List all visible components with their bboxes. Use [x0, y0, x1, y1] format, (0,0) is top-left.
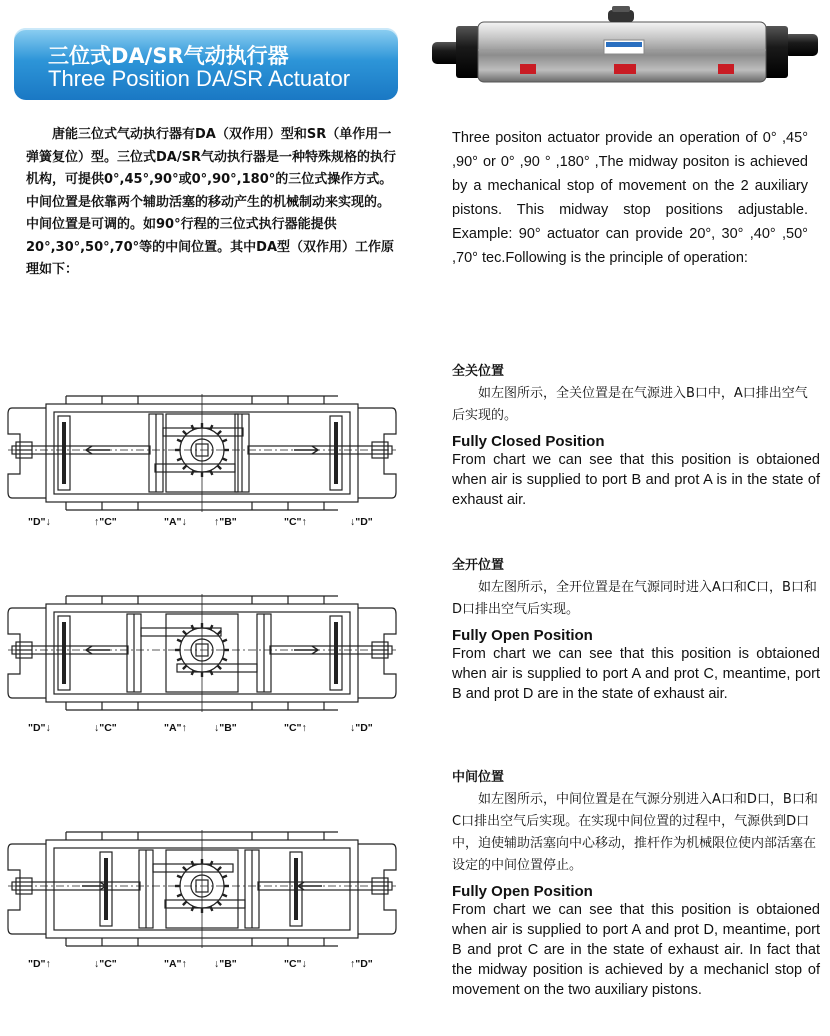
gear-tooth — [177, 658, 182, 660]
right-end-cap — [358, 844, 396, 934]
flow-arrow — [298, 882, 322, 890]
left-end-cap — [8, 408, 46, 498]
gear-tooth — [177, 640, 182, 642]
flow-arrow — [294, 646, 318, 654]
port-label: ↓"B" — [214, 722, 237, 734]
port-label: "D"↓ — [28, 722, 51, 734]
gear-tooth — [218, 867, 222, 871]
gear-tooth — [222, 458, 227, 460]
gear-tooth — [210, 470, 212, 475]
gear-tooth — [177, 458, 182, 460]
left-end-cap — [8, 608, 46, 698]
flow-arrow — [294, 446, 318, 454]
push-rod-left — [12, 446, 150, 454]
port-label: "A"↑ — [164, 722, 187, 734]
port-label: ↓"D" — [350, 516, 373, 528]
port-label: ↓"C" — [94, 958, 117, 970]
gear-tooth — [192, 425, 194, 430]
diagram-fully-closed — [6, 394, 398, 512]
gear-tooth — [218, 902, 222, 906]
gear-tooth — [183, 431, 187, 435]
section-body-en: From chart we can see that this position is obtaioned when air is supplied to port B and prot A is in the state of exhaust air. — [452, 452, 820, 508]
gear-tooth — [183, 666, 187, 670]
ports-row-2 — [6, 722, 398, 740]
gear-tooth — [222, 894, 227, 896]
port-label: "A"↑ — [164, 958, 187, 970]
diagram-fully-open — [6, 594, 398, 712]
section-body-cn: 如左图所示，全关位置是在气源进入B口中，A口排出空气后实现的。 — [452, 386, 808, 423]
flow-arrow — [82, 882, 106, 890]
port-label: "A"↓ — [164, 516, 187, 528]
gear-tooth — [222, 440, 227, 442]
gear-tooth — [192, 906, 194, 911]
gear-tooth — [177, 894, 182, 896]
section-body-en: From chart we can see that this position is obtaioned when air is supplied to port A and prot D, meantime, port B and prot C are in the state of exhaust air. In fact that the midway position is achieved by a mechanicl stop of movement on the two auxiliary pistons. — [452, 902, 820, 998]
right-end-cap — [358, 608, 396, 698]
gear-tooth — [210, 861, 212, 866]
gear-tooth — [192, 670, 194, 675]
port-label: "C"↑ — [284, 516, 307, 528]
right-end-cap — [358, 408, 396, 498]
gear-tooth — [210, 906, 212, 911]
rack-top — [163, 428, 243, 436]
port-label: "D"↑ — [28, 958, 51, 970]
aux-piston-seal — [62, 422, 66, 484]
section-body-cn: 如左图所示，全开位置是在气源同时进入A口和C口，B口和D口排出空气后实现。 — [452, 580, 817, 617]
flow-arrow — [86, 446, 110, 454]
section-fully-open — [452, 554, 820, 704]
gear-tooth — [177, 876, 182, 878]
section-title-en: Fully Open Position — [452, 883, 593, 900]
port-label: ↓"D" — [350, 722, 373, 734]
section-title-en: Fully Open Position — [452, 627, 593, 644]
ports-row-3 — [6, 958, 398, 976]
ports-row-1 — [6, 516, 398, 534]
port-label: "C"↓ — [284, 958, 307, 970]
port-label: ↓"C" — [94, 722, 117, 734]
title-en: Three Position DA/SR Actuator — [48, 66, 351, 91]
aux-piston-seal — [104, 858, 108, 920]
aux-piston-seal — [62, 622, 66, 684]
port-label: ↑"C" — [94, 516, 117, 528]
section-fully-closed — [452, 360, 820, 510]
section-body-cn: 如左图所示，中间位置是在气源分别进入A口和D口，B口和C口排出空气后实现。在实现中间位置的过程中，气源供到D口中，迫使辅助活塞向中心移动，推杆作为机械限位使内部活塞在设定的中间位置停止。 — [452, 792, 818, 873]
port-label: "C"↑ — [284, 722, 307, 734]
gear-tooth — [210, 425, 212, 430]
gear-tooth — [210, 670, 212, 675]
gear-tooth — [183, 631, 187, 635]
port-label: ↓"B" — [214, 958, 237, 970]
gear-tooth — [210, 625, 212, 630]
gear-tooth — [222, 876, 227, 878]
port-label: ↑"B" — [214, 516, 237, 528]
port-label: "D"↓ — [28, 516, 51, 528]
port-label: ↑"D" — [350, 958, 373, 970]
gear-tooth — [218, 666, 222, 670]
gear-tooth — [218, 466, 222, 470]
actuator-photo — [428, 4, 824, 92]
gear-tooth — [222, 658, 227, 660]
section-title-cn: 中间位置 — [452, 770, 505, 785]
intro-en: Three positon actuator provide an operation of 0° ,45° ,90° or 0° ,90 ° ,180° ,The midway positon is achieved by a mechanical stop of movement on the 2 auxiliary pistons. This midway stop positions adjustable. Example: 90° actuator can provide 20°, 30° ,40° ,50° ,70° tec.Following is the principle of operation: — [452, 130, 808, 266]
gear-tooth — [183, 466, 187, 470]
flow-arrow — [86, 646, 110, 654]
rack-bottom — [165, 900, 245, 908]
section-body-en: From chart we can see that this position is obtaioned when air is supplied to port A and prot C, meantime, port B and prot D are in the state of exhaust air. — [452, 646, 820, 702]
gear-tooth — [192, 861, 194, 866]
aux-piston-seal — [294, 858, 298, 920]
title-cn: 三位式DA/SR气动执行器 — [48, 44, 289, 68]
section-midway — [452, 766, 820, 1000]
gear-tooth — [183, 902, 187, 906]
intro-cn: 唐能三位式气动执行器有DA（双作用）型和SR（单作用一弹簧复位）型。三位式DA/SR气动执行器是一种特殊规格的执行机构，可提供0°,45°,90°或0°,90°,180°的三位式操作方式。中间位置是依靠两个辅助活塞的移动产生的机械制动来实现的。中间位置是可调的。如90°行程的三位式执行器能提供20°,30°,50°,70°等的中间位置。其中DA型（双作用）工作原理如下： — [26, 127, 396, 277]
section-title-en: Fully Closed Position — [452, 433, 605, 450]
gear-tooth — [222, 640, 227, 642]
gear-tooth — [177, 440, 182, 442]
gear-tooth — [192, 470, 194, 475]
section-title-cn: 全开位置 — [452, 558, 505, 573]
diagram-midway — [6, 830, 398, 948]
gear-tooth — [218, 431, 222, 435]
aux-piston-seal — [334, 422, 338, 484]
aux-piston-seal — [334, 622, 338, 684]
section-title-cn: 全关位置 — [452, 364, 505, 379]
gear-tooth — [183, 867, 187, 871]
left-end-cap — [8, 844, 46, 934]
gear-tooth — [192, 625, 194, 630]
